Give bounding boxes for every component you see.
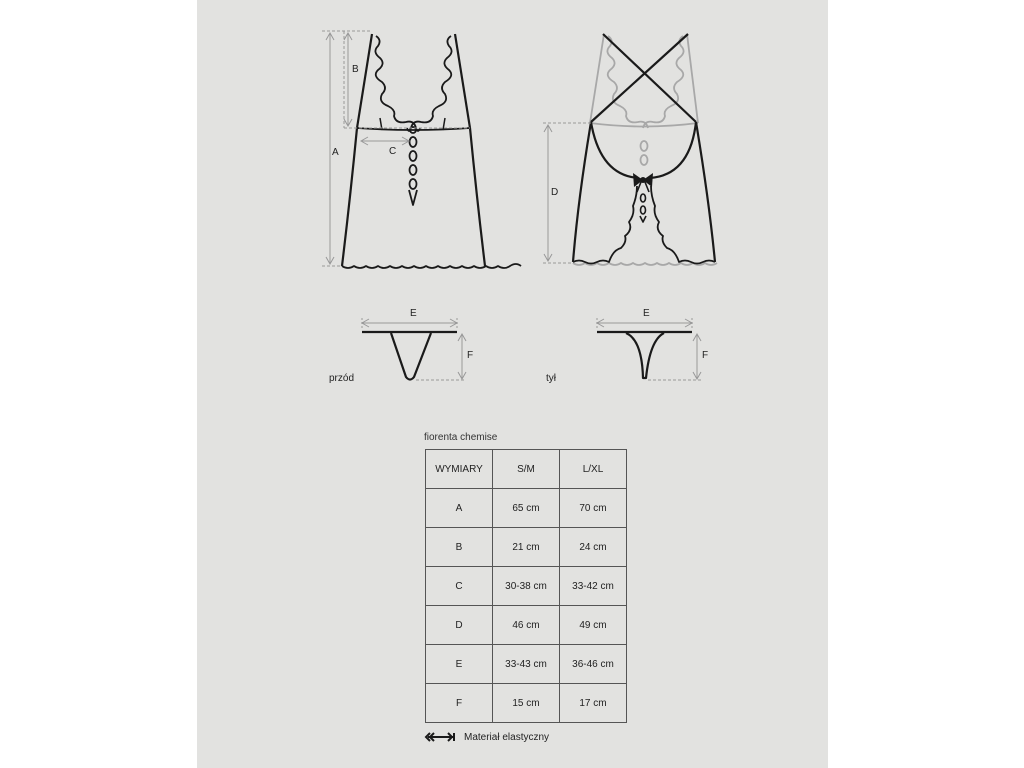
thong-front-drawing [362,332,457,380]
header-cell: L/XL [560,450,627,489]
table-cell: A [426,489,493,528]
front-chemise-drawing [342,34,521,268]
dimension-label-f-front: F [467,350,474,361]
table-cell: D [426,606,493,645]
dimension-label-a: A [332,147,339,158]
table-cell: B [426,528,493,567]
legend [424,731,549,743]
dimension-label-b: B [352,64,359,75]
table-cell: 46 cm [493,606,560,645]
table-cell: 15 cm [493,684,560,723]
dimension-label-f-back: F [702,350,709,361]
dimension-label-c: C [389,146,397,157]
table-cell: 70 cm [560,489,627,528]
table-cell: 21 cm [493,528,560,567]
table-cell: 30-38 cm [493,567,560,606]
caption-front: przód [329,373,355,384]
dimension-label-d: D [551,187,559,198]
table-row [426,606,627,645]
table-row [426,684,627,723]
dimension-label-e-front: E [410,308,417,319]
table-header-row [426,450,627,489]
legend-text: Materiał elastyczny [464,731,550,743]
table-row [426,567,627,606]
caption-back: tył [546,373,556,384]
table-cell: F [426,684,493,723]
table-cell: 33-43 cm [493,645,560,684]
elastic-arrows-icon [424,731,458,743]
table-cell: 17 cm [560,684,627,723]
table-row [426,645,627,684]
size-table [425,449,627,723]
table-row [426,528,627,567]
table-cell: 36-46 cm [560,645,627,684]
header-cell: S/M [493,450,560,489]
thong-back-drawing [597,332,692,378]
table-cell: E [426,645,493,684]
table-cell: 65 cm [493,489,560,528]
dimension-label-e-back: E [643,308,650,319]
table-cell: 24 cm [560,528,627,567]
table-cell: 49 cm [560,606,627,645]
table-cell: C [426,567,493,606]
table-row [426,489,627,528]
table-cell: 33-42 cm [560,567,627,606]
table-title: fiorenta chemise [424,432,498,443]
header-cell: WYMIARY [426,450,493,489]
back-chemise-drawing [573,34,717,265]
